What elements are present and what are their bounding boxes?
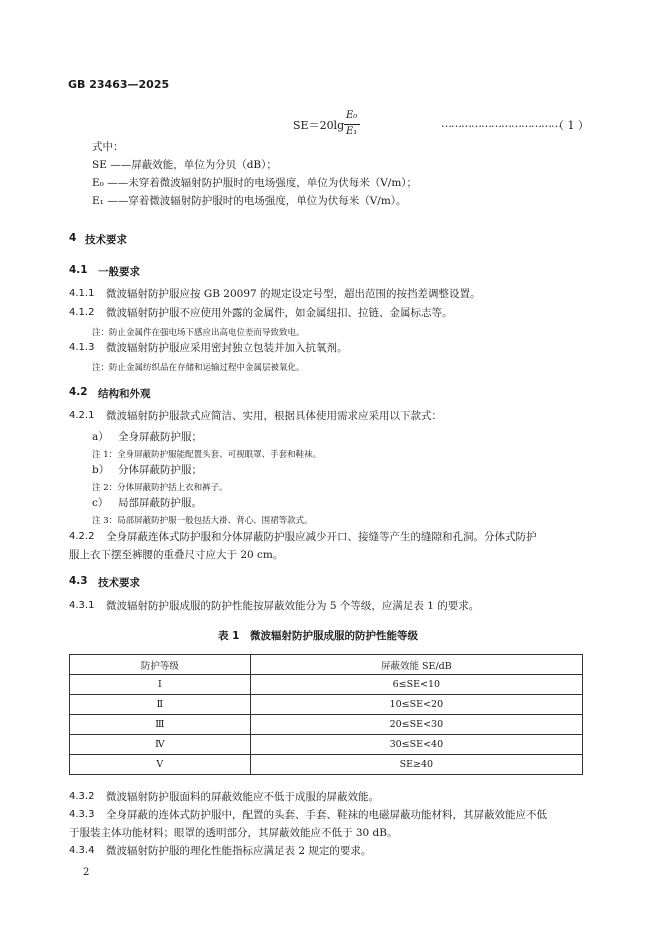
item-c-label: c） [92, 497, 109, 509]
item-b-label: b） [92, 464, 110, 476]
item-a-label: a） [92, 431, 109, 443]
clause-4-2-1-number: 4.2.1 [69, 410, 95, 421]
section-4-title: 技术要求 [85, 234, 127, 246]
standard-id: GB 23463—2025 [68, 78, 170, 91]
note-3: 注 3：局部屏蔽防护服一般包括大褂、背心、围裙等款式。 [92, 516, 313, 526]
clause-4-3-2-number: 4.3.2 [69, 791, 95, 802]
table-header-row [70, 655, 583, 675]
section-4-number: 4 [69, 232, 77, 244]
clause-4-3-3-line2: 于服装主体功能材料；眼罩的透明部分，其屏蔽效能应不低于 30 dB。 [69, 827, 398, 839]
table-cell-grade: Ⅰ [70, 675, 251, 695]
table-cell-se: 10≤SE<20 [250, 695, 582, 715]
table-row [70, 675, 583, 695]
table-row [70, 735, 583, 755]
table-cell-se: 30≤SE<40 [250, 735, 582, 755]
clause-4-2-2-line2: 服上衣下摆至裤腰的重叠尺寸应大于 20 cm。 [69, 549, 284, 561]
where-item-e1: E₁ ——穿着微波辐射防护服时的电场强度，单位为伏每米（V/m）。 [92, 195, 407, 207]
equation-number: （ 1 ） [553, 119, 589, 132]
note-4-1-3: 注：防止金属纺织品在存储和运输过程中金属层被氧化。 [92, 363, 305, 373]
clause-4-1-1-text: 微波辐射防护服应按 GB 20097 的规定设定号型，超出范围的按挡差调整设置。 [106, 288, 481, 300]
section-4-3-title: 技术要求 [98, 577, 140, 589]
clause-4-2-1-text: 微波辐射防护服款式应简洁、实用，根据具体使用需求应采用以下款式： [106, 410, 442, 422]
note-1: 注 1：全身屏蔽防护服能配置头套、可视眼罩、手套和鞋袜。 [92, 450, 322, 460]
fraction-bar [344, 124, 360, 125]
clause-4-2-2-line1: 全身屏蔽连体式防护服和分体屏蔽防护服应减少开口、接缝等产生的缝隙和孔洞。分体式防护 [106, 531, 537, 543]
clause-4-3-2-text: 微波辐射防护服面料的屏蔽效能应不低于成服的屏蔽效能。 [106, 791, 379, 803]
clause-4-3-3-number: 4.3.3 [69, 809, 95, 820]
table-cell-grade: Ⅴ [70, 755, 251, 775]
table-cell-se: 6≤SE<10 [250, 675, 582, 695]
formula-denominator: E₁ [346, 126, 358, 137]
where-item-se: SE ——屏蔽效能，单位为分贝（dB）； [92, 159, 277, 171]
clause-4-3-3-line1: 全身屏蔽的连体式防护服中，配置的头套、手套、鞋袜的电磁屏蔽功能材料，其屏蔽效能应不低 [106, 809, 547, 821]
clause-4-3-1-number: 4.3.1 [69, 600, 95, 611]
table-row [70, 755, 583, 775]
table-header-se: 屏蔽效能 SE/dB [250, 655, 582, 675]
where-item-e0: E₀ ——未穿着微波辐射防护服时的电场强度，单位为伏每米（V/m）； [92, 177, 418, 189]
formula-leader: ……………………………… [441, 117, 561, 130]
table-cell-se: SE≥40 [250, 755, 582, 775]
note-2: 注 2：分体屏蔽防护括上衣和裤子。 [92, 483, 228, 493]
section-4-1-number: 4.1 [69, 264, 88, 276]
clause-4-1-2-text: 微波辐射防护服不应使用外露的金属件，如金属纽扣、拉链、金属标志等。 [106, 307, 453, 319]
formula-numerator: E₀ [346, 110, 358, 121]
table-row [70, 715, 583, 735]
note-4-1-2: 注：防止金属件在强电场下感应出高电位差而导致致电。 [92, 328, 305, 338]
table-1 [69, 654, 583, 775]
section-4-3-number: 4.3 [69, 575, 88, 587]
where-intro: 式中： [92, 141, 124, 153]
table-header-grade: 防护等级 [70, 655, 251, 675]
table-cell-grade: Ⅳ [70, 735, 251, 755]
page-number: 2 [83, 867, 90, 878]
table-cell-se: 20≤SE<30 [250, 715, 582, 735]
clause-4-1-3-number: 4.1.3 [69, 342, 95, 353]
clause-4-1-1-number: 4.1.1 [69, 288, 95, 299]
clause-4-3-4-number: 4.3.4 [69, 845, 95, 856]
table-row [70, 695, 583, 715]
clause-4-2-2-number: 4.2.2 [69, 531, 95, 542]
clause-4-1-3-text: 微波辐射防护服应采用密封独立包装并加入抗氧剂。 [106, 342, 348, 354]
section-4-1-title: 一般要求 [98, 266, 140, 278]
table-1-caption: 表 1 微波辐射防护服成服的防护性能等级 [218, 630, 418, 642]
clause-4-3-4-text: 微波辐射防护服的理化性能指标应满足表 2 规定的要求。 [106, 845, 372, 857]
formula-lhs: SE＝20lg [293, 119, 345, 132]
section-4-2-title: 结构和外观 [98, 388, 151, 400]
clause-4-3-1-text: 微波辐射防护服成服的防护性能按屏蔽效能分为 5 个等级，应满足表 1 的要求。 [106, 600, 480, 612]
item-a-text: 全身屏蔽防护服； [118, 431, 202, 443]
table-cell-grade: Ⅲ [70, 715, 251, 735]
item-b-text: 分体屏蔽防护服； [118, 464, 202, 476]
section-4-2-number: 4.2 [69, 386, 88, 398]
item-c-text: 局部屏蔽防护服。 [118, 497, 202, 509]
clause-4-1-2-number: 4.1.2 [69, 307, 95, 318]
table-cell-grade: Ⅱ [70, 695, 251, 715]
